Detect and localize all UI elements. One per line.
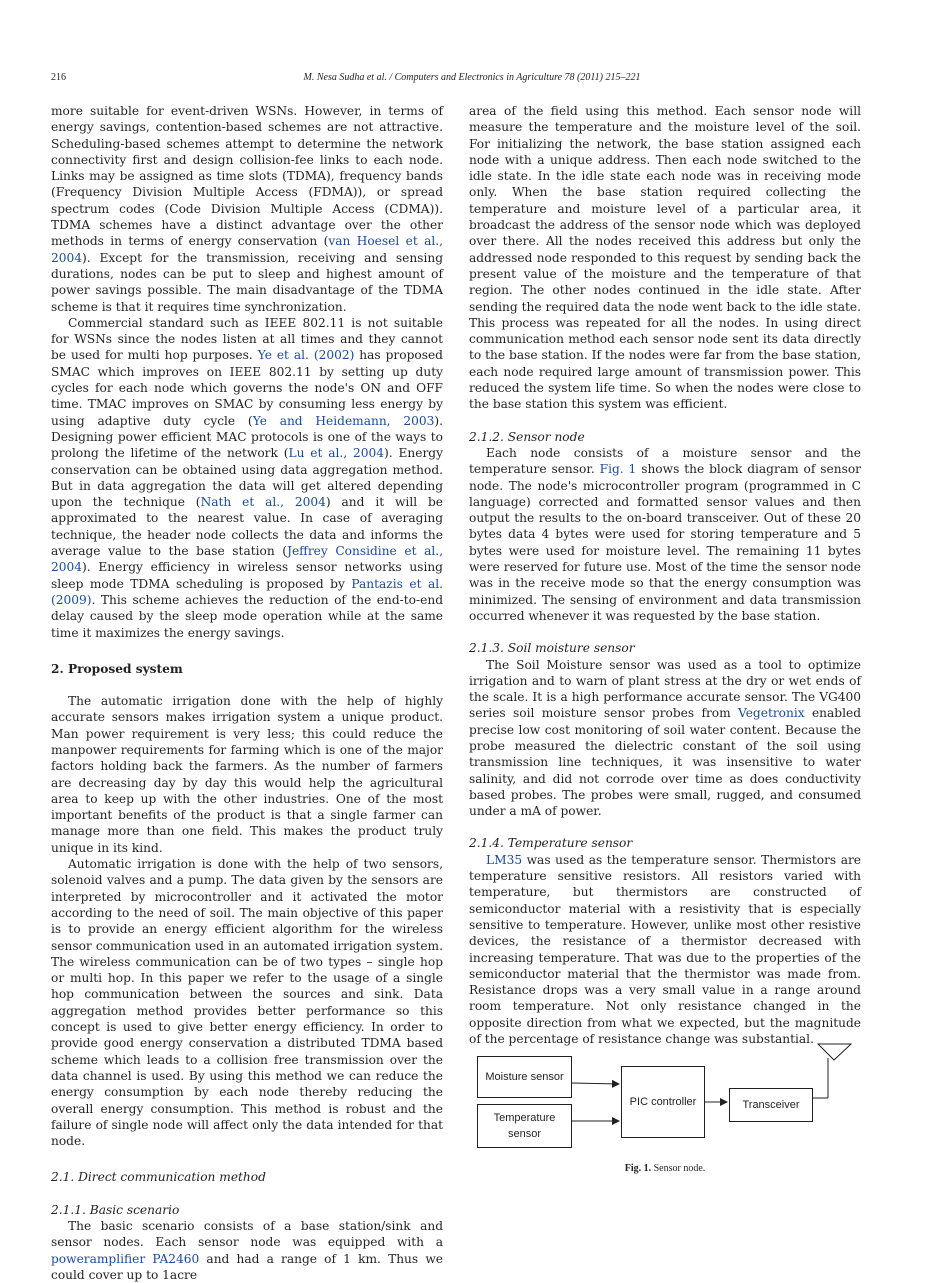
- subsection-heading: 2.1.3. Soil moisture sensor: [469, 641, 635, 656]
- citation-link[interactable]: Ye and Heidemann, 2003: [252, 413, 435, 428]
- moisture-arrow: [571, 1083, 619, 1084]
- citation-link[interactable]: Nath et al., 2004: [200, 495, 326, 510]
- caption-text: Sensor node.: [651, 1163, 706, 1174]
- citation-link[interactable]: Lu et al., 2004: [288, 446, 385, 461]
- right-paragraph-2: Each node consists of a moisture sensor and the temperature sensor. Fig. 1 shows the block diagram of sensor node. The node's microcontroller program (programmed in C language) corrected and formatted sensor values and then output the results to the on-board transceiver. Out of these 20 bytes data 4 bytes were used for storing temperature and 5 bytes were used for moisture level. The remaining 11 bytes were reserved for future use. Most of the time the sensor node was in the receive mode so that the energy consumption was minimized. The sensing of environment and data transmission occurred whenever it was requested by the base station.: [469, 445, 862, 623]
- pic-controller-block: PIC controller: [621, 1066, 705, 1138]
- citation-link[interactable]: poweramplifier PA2460: [51, 1251, 200, 1266]
- transceiver-block: Transceiver: [729, 1088, 813, 1122]
- right-paragraph-4: LM35 was used as the temperature sensor. Thermistors are temperature sensitive resistors. All resistors varied with temperature, but thermistors are constructed of semiconductor material with a resistivity that is especially sensitive to temperature. However, unlike most other resistive devices, the resistance of a thermistor decreased with increasing temperature. That was due to the properties of the semiconductor material that the thermistor was made from. Resistance drops was a very small value in a range around room temperature. Not only resistance changed in the opposite direction from what we expected, but the magnitude of the percentage of resistance change was substantial.: [469, 852, 861, 1047]
- right-column: [469, 103, 861, 1047]
- citation-link[interactable]: Pantazis et al. (2009): [51, 576, 443, 607]
- running-title: M. Nesa Sudha et al. / Computers and Electronics in Agriculture 78 (2011) 215–221: [303, 72, 641, 83]
- component-link[interactable]: LM35: [486, 852, 523, 867]
- moisture-sensor-block: Moisture sensor: [477, 1056, 572, 1098]
- citation-link[interactable]: Jeffrey Considine et al., 2004: [51, 544, 443, 575]
- right-paragraph-3: The Soil Moisture sensor was used as a tool to optimize irrigation and to warn of plant stress at the dry or wet ends of the scale. It is a high performance accurate sensor. The VG400 series soil moisture sensor probes from Vegetronix enabled precise low cost monitoring of soil water content. Because the probe measured the dielectric constant of the soil using transmission line techniques, it was insensitive to water salinity, and did not corrode over time as does conductivity based probes. The probes were small, rugged, and consumed under a mA of power.: [469, 657, 861, 819]
- right-paragraph-1: area of the field using this method. Each sensor node will measure the temperature and the moisture level of the soil. For initializing the network, the base station assigned each node with a unique address. Then each node switched to the idle state. In the idle state each node was in receiving mode only. When the base station required collecting the temperature and moisture level of a particular area, it broadcast the address of the sensor node which was deployed over there. All the nodes received this address but only the addressed node responded to this request by sending back the present value of the moisture and the temperature of that region. The other nodes continued in the idle state. After sending the required data the node went back to the idle state. This process was repeated for all the nodes. In using direct communication method each sensor node sent its data directly to the base station. If the nodes were far from the base station, each node required large amount of transmission power. This reduced the system life time. So when the nodes were close to the base station this system was efficient.: [469, 104, 861, 412]
- page-number: 216: [51, 72, 66, 83]
- subsection-heading: 2.1. Direct communication method: [51, 1170, 266, 1185]
- antenna-icon: [818, 1044, 851, 1060]
- left-paragraph-2: Commercial standard such as IEEE 802.11 is not suitable for WSNs since the nodes listen at all times and they cannot be used for multi hop purposes. Ye et al. (2002) has proposed SMAC which improves on IEEE 802.11 by setting up duty cycles for each node which governs the node's ON and OFF time. TMAC improves on SMAC by consuming less energy by using adaptive duty cycle (Ye and Heidemann, 2003). Designing power efficient MAC protocols is one of the ways to prolong the lifetime of the network (Lu et al., 2004). Energy conservation can be obtained using data aggregation method. But in data aggregation the data will get altered depending upon the technique (Nath et al., 2004) and it will be approximated to the nearest value. In case of averaging technique, the header node collects the data and informs the average value to the base station (Jeffrey Considine et al., 2004). Energy efficiency in wireless sensor networks using sleep mode TDMA scheduling is proposed by Pantazis et al. (2009). This scheme achieves the reduction of the end-to-end delay caused by the sleep mode operation while at the same time it maximizes the energy savings.: [51, 315, 444, 640]
- section-heading: 2. Proposed system: [51, 661, 183, 676]
- citation-link[interactable]: Ye et al. (2002): [257, 348, 355, 363]
- left-paragraph-1: more suitable for event-driven WSNs. However, in terms of energy savings, contention-based schemes are not attractive. Scheduling-based schemes attempt to determine the network connectivity first and design collision-fee links to each node. Links may be assigned as time slots (TDMA), frequency bands (Frequency Division Multiple Access (FDMA)), or spread spectrum codes (Code Division Multiple Access (CDMA)). TDMA schemes have a distinct advantage over the other methods in terms of energy conservation (van Hoesel et al., 2004). Except for the transmission, receiving and sensing durations, nodes can be put to sleep and highest amount of power savings possible. The main disadvantage of the TDMA scheme is that it requires time synchronization.: [51, 104, 443, 314]
- temperature-sensor-block: Temperature sensor: [477, 1104, 572, 1148]
- left-paragraph-4: Automatic irrigation is done with the help of two sensors, solenoid valves and a pump. The data given by the sensors are interpreted by microcontroller and it activated the motor according to the need of soil. The main objective of this paper is to provide an energy efficient algorithm for the wireless sensor communication used in an automated irrigation system. The wireless communication can be of two types – single hop or multi hop. In this paper we refer to the usage of a single hop communication between the sources and sink. Data aggregation method provides better performance so this concept is used to give better energy efficiency. In order to provide good energy conservation a distributed TDMA based scheme which leads to a collision free transmission over the data channel is used. By using this method we can reduce the energy consumption by each node thereby reducing the overall energy consumption. This method is robust and the failure of single node will affect only the data intended for that node.: [51, 857, 443, 1149]
- sensor-node-diagram: [469, 1038, 869, 1158]
- figure-caption: [469, 1163, 861, 1174]
- left-paragraph-5: The basic scenario consists of a base station/sink and sensor nodes. Each sensor node was equipped with a poweramplifier PA2460 and had a range of 1 km. Thus we could cover up to 1acre: [51, 1219, 443, 1282]
- left-paragraph-3: The automatic irrigation done with the help of highly accurate sensors makes irrigation system a unique product. Man power requirement is very less; this could reduce the manpower requirements for farming which is one of the major factors holding back the farmers. As the number of farmers are decreasing day by day this would help the agricultural area to keep up with the other industries. One of the most important benefits of the product is that a single farmer can manage more than one field. This makes the product truly unique in its kind.: [51, 694, 443, 855]
- subsection-heading: 2.1.2. Sensor node: [469, 429, 585, 444]
- caption-label: Fig. 1.: [624, 1163, 652, 1174]
- left-column: [51, 103, 443, 1283]
- figure-link[interactable]: Fig. 1: [599, 462, 637, 477]
- running-header: [51, 72, 893, 88]
- subsection-heading: 2.1.4. Temperature sensor: [469, 836, 633, 851]
- vendor-link[interactable]: Vegetronix: [738, 706, 805, 721]
- subsection-heading: 2.1.1. Basic scenario: [51, 1202, 180, 1217]
- citation-link[interactable]: van Hoesel et al., 2004: [51, 234, 443, 265]
